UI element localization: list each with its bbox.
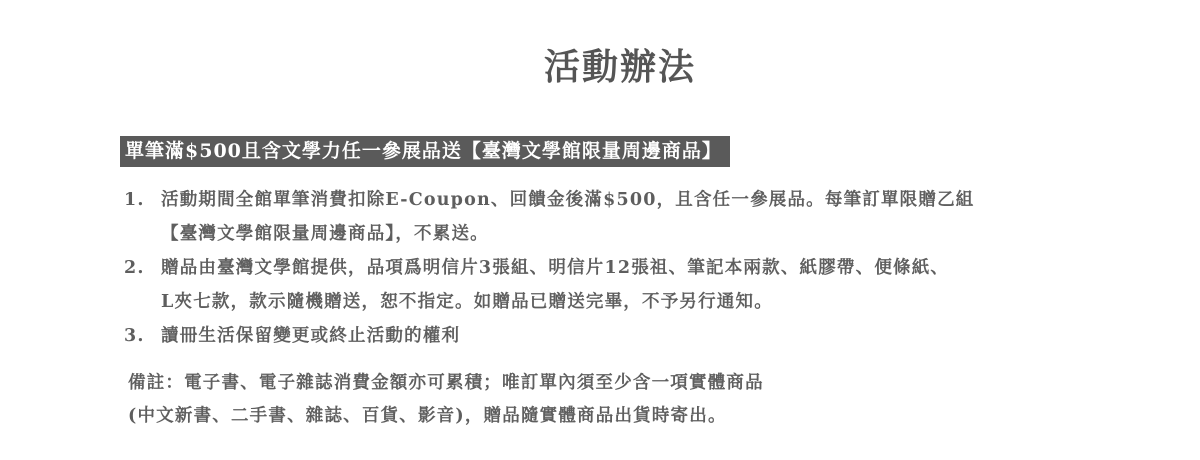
list-item (124, 319, 1124, 353)
list-item (124, 183, 1124, 251)
rule-text: 讀冊生活保留變更或終止活動的權利 (161, 326, 461, 346)
rules-list (124, 183, 1124, 353)
rule-number: 1. (124, 190, 145, 210)
note (128, 367, 764, 433)
rule-number: 2. (124, 258, 145, 278)
rule-text: 活動期間全館單筆消費扣除E-Coupon、回饋金後滿$500，且含任一參展品。每筆訂單限贈乙組 【臺灣文學館限量周邊商品】，不累送。 (161, 190, 975, 244)
rule-number: 3. (124, 326, 145, 346)
note-line-1: 備註：電子書、電子雜誌消費金額亦可累積；唯訂單內須至少含一項實體商品 (128, 373, 764, 393)
note-line-2: (中文新書、二手書、雜誌、百貨、影音)，贈品隨實體商品出貨時寄出。 (128, 406, 727, 426)
list-item (124, 251, 1124, 319)
rule-text: 贈品由臺灣文學館提供，品項爲明信片3張組、明信片12張祖、筆記本兩款、紙膠帶、便條紙、 L夾七款，款示隨機贈送，恕不指定。如贈品已贈送完畢，不予另行通知。 (161, 258, 950, 312)
page-title: 活動辦法 (543, 46, 696, 88)
promotion-banner: 單筆滿$500且含文學力任一參展品送【臺灣文學館限量周邊商品】 (120, 136, 730, 167)
